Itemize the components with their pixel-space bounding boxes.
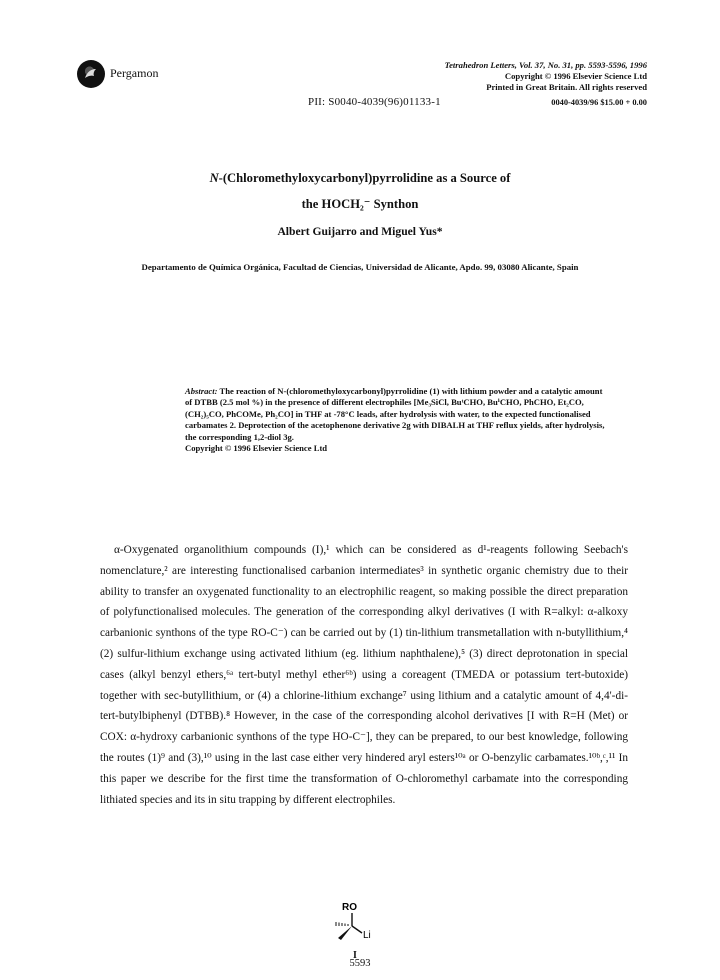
title-line-2: the HOCH₂⁻ Synthon bbox=[301, 197, 419, 211]
title-prefix: N bbox=[209, 171, 219, 185]
authors: Albert Guijarro and Miguel Yus* bbox=[277, 225, 443, 238]
affiliation: Departamento de Química Orgánica, Facultad de Ciencias, Universidad de Alicante, Apdo. 99, 03080 Alicante, Spain bbox=[141, 262, 579, 272]
abstract-text: The reaction of N-(chloromethyloxycarbonyl)pyrrolidine (1) with lithium powder and a catalytic amount of DTBB (2.5 mol %) in the presence of different electrophiles [Me₃SiCl, BuᵗCHO, BuⁱCHO, PhCHO, Et₂CO, (CH₂)₅CO, PhCOMe, Ph₂CO] in THF at -78°C leads, after hydrolysis with water, to the expected functionalised carbamates 2. Deprotection of the acetophenone derivative 2g with DIBALH at THF reflux yields, after hydrolysis, the corresponding 1,2-diol 3g. bbox=[185, 386, 605, 442]
pii-identifier: PII: S0040-4039(96)01133-1 bbox=[308, 96, 441, 108]
body-text bbox=[100, 540, 628, 810]
chemical-structure bbox=[320, 900, 400, 960]
page-number: 5593 bbox=[349, 958, 371, 969]
journal-citation: Tetrahedron Letters, Vol. 37, No. 31, pp. 5593-5596, 1996 bbox=[444, 60, 647, 70]
structure-group-label: RO bbox=[342, 902, 357, 913]
title-line-1: -(Chloromethyloxycarbonyl)pyrrolidine as a Source of bbox=[218, 171, 511, 185]
bond-to-metal bbox=[352, 926, 362, 933]
compound-number: I bbox=[353, 950, 357, 961]
paper-title bbox=[0, 165, 720, 217]
journal-info bbox=[445, 60, 647, 93]
structure-metal-label: Li bbox=[363, 930, 371, 941]
copyright-notice: Copyright © 1996 Elsevier Science Ltd bbox=[504, 71, 647, 81]
publisher-name: Pergamon bbox=[110, 66, 159, 80]
printed-notice: Printed in Great Britain. All rights reserved bbox=[486, 82, 647, 92]
pergamon-logo-icon bbox=[77, 60, 105, 88]
solid-wedge-bond bbox=[338, 926, 352, 940]
abstract bbox=[185, 386, 605, 454]
paragraph: α-Oxygenated organolithium compounds (I),¹ which can be considered as d¹-reagents following Seebach's nomenclature,² are interesting functionalised carbanion intermediates³ in synthetic organic chemistry due to their ability to transfer an oxygenated functionality to an electrophilic reagent, so making possible the direct preparation of polyfunctionalised molecules. The generation of the corresponding alkyl derivatives (I with R=alkyl: α-alkoxy carbanionic synthons of the type RO-C⁻) can be carried out by (1) tin-lithium transmetallation with n-butyllithium,⁴ (2) sulfur-lithium exchange using activated lithium (eg. lithium naphthalene),⁵ (3) direct deprotonation in special cases (alkyl benzyl ethers,⁶ᵃ tert-butyl methyl ether⁶ᵇ) using a coreagent (TMEDA or potassium tert-butoxide) together with sec-butyllithium, or (4) a chlorine-lithium exchange⁷ using lithium and a catalytic amount of 4,4'-di-tert-butylbiphenyl (DTBB).⁸ However, in the case of the corresponding alcohol derivatives [I with R=H (Met) or COX: α-hydroxy carbanionic synthons of the type HO-C⁻], they can be prepared, to our best knowledge, following the routes (1)⁹ and (3),¹⁰ using in the last case either very hindered aryl esters¹⁰ᵃ or O-benzylic carbamates.¹⁰ᵇ,ᶜ,¹¹ In this paper we describe for the first time the transformation of O-chloromethyl carbamate into the corresponding lithiated species and its in situ trapping by different electrophiles. bbox=[100, 544, 628, 806]
abstract-label: Abstract: bbox=[185, 386, 218, 396]
issn-price: 0040-4039/96 $15.00 + 0.00 bbox=[551, 98, 647, 107]
hashed-wedge-bond bbox=[336, 922, 348, 926]
abstract-copyright: Copyright © 1996 Elsevier Science Ltd bbox=[185, 443, 328, 454]
